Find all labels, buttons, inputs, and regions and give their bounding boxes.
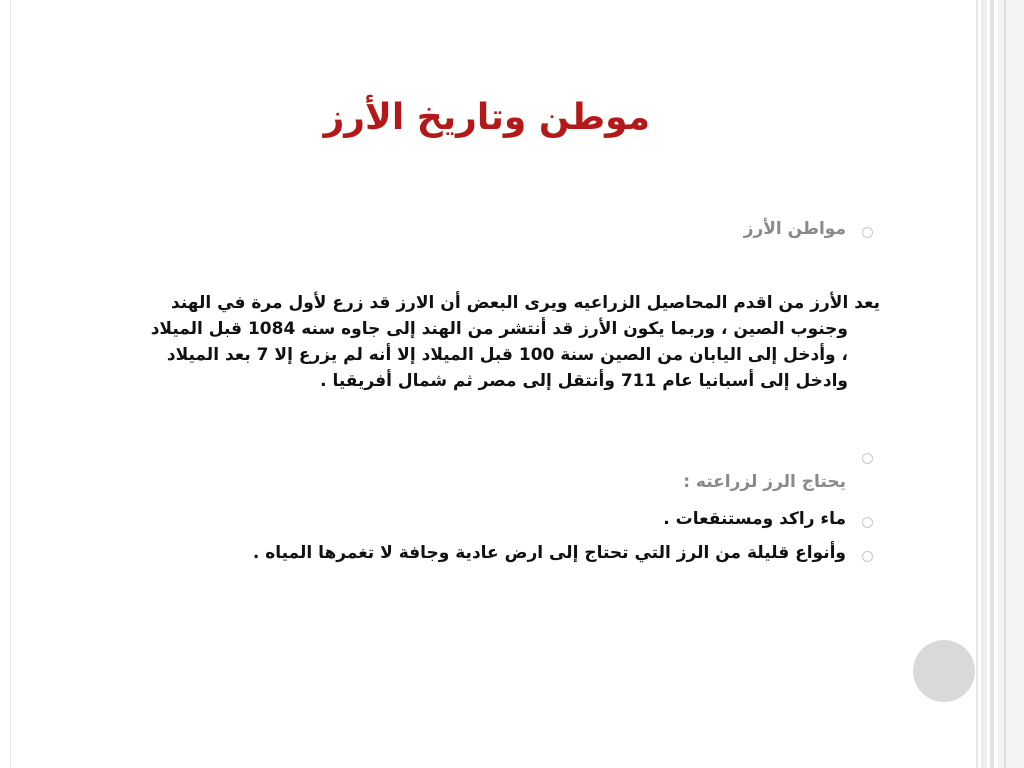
- left-border-line: [10, 0, 11, 768]
- paragraph-line: وادخل إلى أسبانيا عام 711 وأنتقل إلى مصر ثم شمال أفريقيا .: [320, 371, 848, 391]
- circle-nav-button[interactable]: [913, 640, 975, 702]
- section-heading-origins: مواطن الأرز: [743, 219, 846, 239]
- bullet-item-dry-land-varieties: وأنواع قليلة من الرز التي تحتاج إلى ارض عادية وجافة لا تغمرها المياه .: [252, 543, 846, 563]
- bullet-circle-icon: [862, 517, 873, 528]
- paragraph-line: يعد الأرز من اقدم المحاصيل الزراعيه ويرى البعض أن الارز قد زرع لأول مرة في الهند: [171, 293, 880, 313]
- paragraph-line: ، وأدخل إلى اليابان من الصين سنة 100 قبل الميلاد إلا أنه لم يزرع إلا 7 بعد الميلاد: [166, 345, 848, 365]
- decor-stripe: [990, 0, 994, 768]
- decor-stripe: [998, 0, 1024, 768]
- bullet-item-stagnant-water: ماء راكد ومستنقعات .: [663, 509, 846, 529]
- paragraph-line: وجنوب الصين ، وربما يكون الأرز قد أنتشر من الهند إلى جاوه سنه 1084 قبل الميلاد: [150, 319, 848, 339]
- history-paragraph: [60, 290, 880, 394]
- decor-stripe: [981, 0, 987, 768]
- bullet-circle-icon: [862, 551, 873, 562]
- bullet-circle-icon: [862, 227, 873, 238]
- section-heading-requirements: يحتاج الرز لزراعته :: [683, 472, 846, 492]
- slide-title: موطن وتاريخ الأرز: [323, 97, 650, 138]
- decor-stripe: [1004, 0, 1006, 768]
- decor-stripe: [976, 0, 978, 768]
- bullet-circle-icon: [862, 453, 873, 464]
